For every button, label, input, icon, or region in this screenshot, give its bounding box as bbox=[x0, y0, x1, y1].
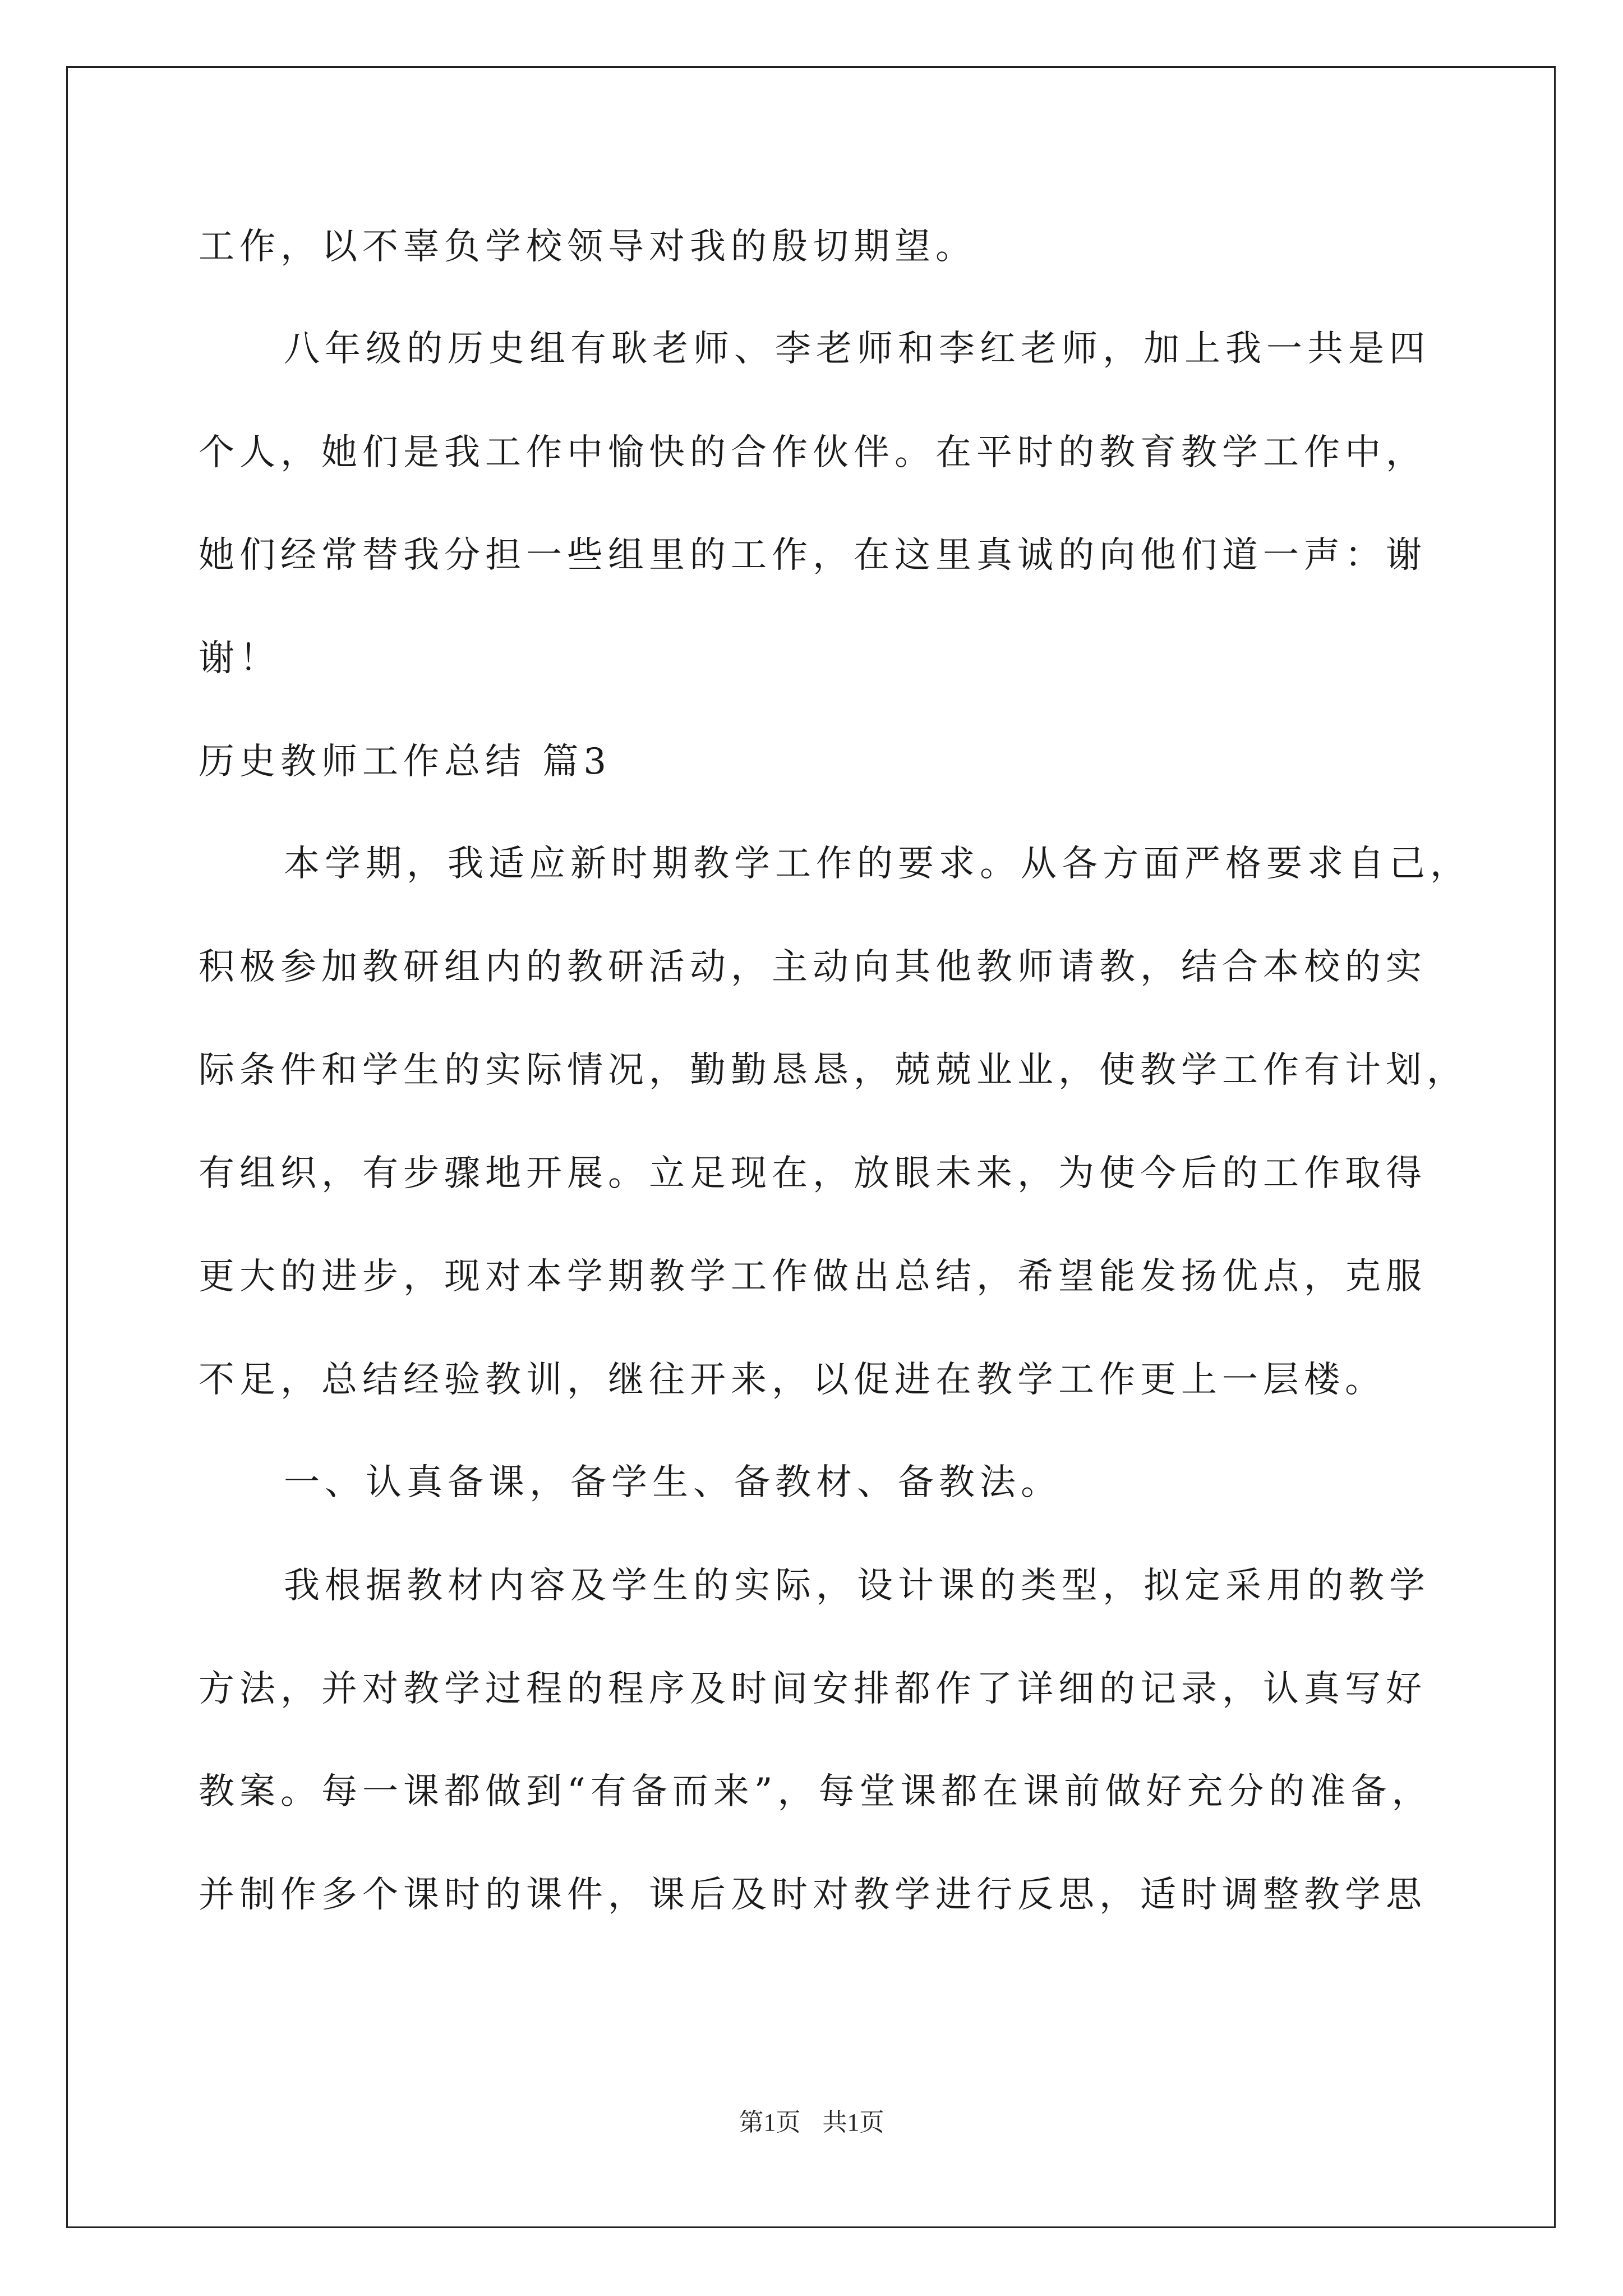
paragraph-line: 八年级的历史组有耿老师、李老师和李红老师，加上我一共是四 bbox=[284, 328, 1430, 370]
paragraph-line: 本学期，我适应新时期教学工作的要求。从各方面严格要求自己， bbox=[284, 843, 1471, 885]
paragraph-line: 我根据教材内容及学生的实际，设计课的类型，拟定采用的教学 bbox=[284, 1565, 1430, 1607]
paragraph-line: 她们经常替我分担一些组里的工作，在这里真诚的向他们道一声：谢 bbox=[199, 535, 1427, 576]
page-footer bbox=[0, 2107, 1623, 2138]
paragraph-line: 工作，以不辜负学校领导对我的殷切期望。 bbox=[199, 226, 976, 268]
paragraph-line: 并制作多个课时的课件，课后及时对教学进行反思，适时调整教学思 bbox=[199, 1874, 1427, 1916]
paragraph-line: 际条件和学生的实际情况，勤勤恳恳，兢兢业业，使教学工作有计划， bbox=[199, 1050, 1468, 1091]
paragraph-line: 有组织，有步骤地开展。立足现在，放眼未来，为使今后的工作取得 bbox=[199, 1153, 1427, 1194]
paragraph-line: 不足，总结经验教训，继往开来，以促进在教学工作更上一层楼。 bbox=[199, 1359, 1386, 1401]
section-heading: 历史教师工作总结 篇3 bbox=[199, 741, 612, 783]
subheading-line: 一、认真备课，备学生、备教材、备教法。 bbox=[284, 1462, 1062, 1503]
page-number-current: 第1页 bbox=[739, 2109, 801, 2136]
paragraph-line: 谢！ bbox=[199, 638, 280, 679]
paragraph-line: 更大的进步，现对本学期教学工作做出总结，希望能发扬优点，克服 bbox=[199, 1256, 1427, 1297]
paragraph-line: 个人，她们是我工作中愉快的合作伙伴。在平时的教育教学工作中， bbox=[199, 432, 1427, 473]
paragraph-line: 方法，并对教学过程的程序及时间安排都作了详细的记录，认真写好 bbox=[199, 1668, 1427, 1710]
paragraph-line: 教案。每一课都做到“有备而来”，每堂课都在课前做好充分的准备， bbox=[199, 1771, 1433, 1812]
page-number-total: 共1页 bbox=[822, 2109, 884, 2136]
paragraph-line: 积极参加教研组内的教研活动，主动向其他教师请教，结合本校的实 bbox=[199, 946, 1427, 988]
